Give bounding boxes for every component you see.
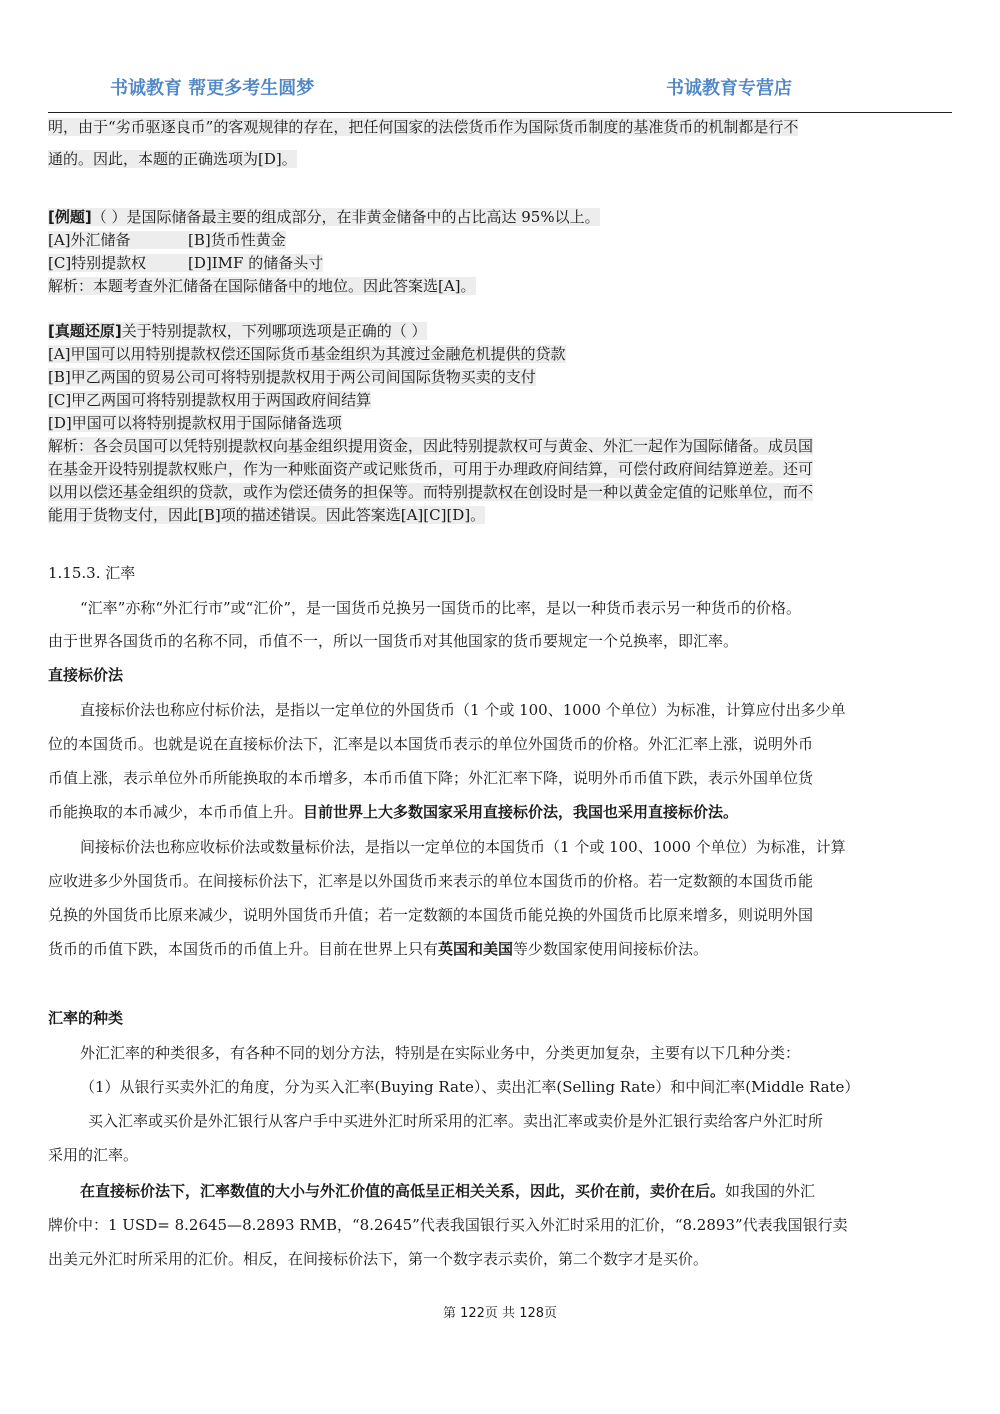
exam-analysis-line: 解析：各会员国可以凭特别提款权向基金组织提用资金，因此特别提款权可与黄金、外汇一起作为国际储备。成员国 (48, 437, 814, 455)
example-question: [例题]（ ）是国际储备最主要的组成部分，在非黄金储备中的占比高达 95%以上。 (48, 208, 600, 226)
emphasis-text: 英国和美国 (438, 940, 514, 958)
exam-analysis-line: 以用以偿还基金组织的贷款，或作为偿还债务的担保等。而特别提款权在创设时是一种以黄金定值的记账单位，而不 (48, 483, 814, 501)
paragraph-line: 牌价中：1 USD= 8.2645—8.2893 RMB，“8.2645”代表我国银行买入外汇时采用的汇价，“8.2893”代表我国银行卖 (48, 1216, 848, 1234)
paragraph-line: 兑换的外国货币比原来减少，说明外国货币升值；若一定数额的本国货币能兑换的外国货币比原来增多，则说明外国 (48, 906, 814, 924)
header-right-title: 书诚教育专营店 (666, 78, 792, 99)
paragraph-line: 直接标价法也称应付标价法，是指以一定单位的外国货币（1 个或 100、1000 个单位）为标准，计算应付出多少单 (80, 701, 846, 719)
paragraph-line: 明，由于“劣币驱逐良币”的客观规律的存在，把任何国家的法偿货币作为国际货币制度的基准货币的机制都是行不 (48, 118, 799, 136)
paragraph-line: 出美元外汇时所采用的汇价。相反，在间接标价法下，第一个数字表示卖价，第二个数字才是买价。 (48, 1250, 709, 1268)
header-left-title: 书诚教育 帮更多考生圆梦 (110, 78, 315, 99)
exam-analysis-line: 能用于货物支付，因此[B]项的描述错误。因此答案选[A][C][D]。 (48, 506, 486, 524)
example-options-row (48, 252, 323, 274)
paragraph-line: 买入汇率或买价是外汇银行从客户手中买进外汇时所采用的汇率。卖出汇率或卖价是外汇银行卖给客户外汇时所 (88, 1112, 824, 1130)
paragraph-line: 币值上涨，表示单位外币所能换取的本币增多，本币币值下降；外汇汇率下降，说明外币币值下跌，表示外国单位货 (48, 769, 814, 787)
subheading-types: 汇率的种类 (48, 1009, 124, 1027)
emphasis-text: 在直接标价法下，汇率数值的大小与外汇价值的高低呈正相关关系，因此，买价在前，卖价在后。 (80, 1182, 726, 1200)
example-options-row (48, 229, 286, 251)
exam-option-b: [B]甲乙两国的贸易公司可将特别提款权用于两公司间国际货物买卖的支付 (48, 368, 536, 386)
option-d: [D]IMF 的储备头寸 (188, 254, 324, 272)
paragraph-line: 由于世界各国货币的名称不同，币值不一，所以一国货币对其他国家的货币要规定一个兑换率，即汇率。 (48, 632, 739, 650)
emphasis-text: 目前世界上大多数国家采用直接标价法，我国也采用直接标价法。 (303, 803, 739, 821)
paragraph-line: 外汇汇率的种类很多，有各种不同的划分方法，特别是在实际业务中，分类更加复杂，主要有以下几种分类： (80, 1044, 801, 1062)
exam-option-c: [C]甲乙两国可将特别提款权用于两国政府间结算 (48, 391, 372, 409)
option-b: [B]货币性黄金 (188, 231, 286, 249)
exam-option-a: [A]甲国可以用特别提款权偿还国际货币基金组织为其渡过金融危机提供的贷款 (48, 345, 566, 363)
page-footer: 第 122页 共 128页 (442, 1306, 558, 1321)
paragraph-line: 在直接标价法下，汇率数值的大小与外汇价值的高低呈正相关关系，因此，买价在前，卖价在后。如我国的外汇 (80, 1182, 816, 1200)
option-a: [A]外汇储备 (48, 231, 131, 249)
paragraph-line: 间接标价法也称应收标价法或数量标价法，是指以一定单位的本国货币（1 个或 100、1000 个单位）为标准，计算 (80, 838, 846, 856)
list-item: （1）从银行买卖外汇的角度，分为买入汇率(Buying Rate）、卖出汇率(Selling Rate）和中间汇率(Middle Rate） (80, 1078, 860, 1096)
paragraph-line: 位的本国货币。也就是说在直接标价法下，汇率是以本国货币表示的单位外国货币的价格。外汇汇率上涨，说明外币 (48, 735, 814, 753)
exam-question: [真题还原]关于特别提款权，下列哪项选项是正确的（ ） (48, 322, 427, 340)
paragraph-line: 通的。因此，本题的正确选项为[D]。 (48, 150, 297, 168)
option-c: [C]特别提款权 (48, 254, 147, 272)
section-title: 1.15.3. 汇率 (48, 564, 136, 582)
example-analysis: 解析：本题考查外汇储备在国际储备中的地位。因此答案选[A]。 (48, 277, 476, 295)
paragraph-line: 币能换取的本币减少，本币币值上升。目前世界上大多数国家采用直接标价法，我国也采用直接标价法。 (48, 803, 739, 821)
header-divider (48, 112, 952, 113)
exam-tag: [真题还原] (48, 322, 122, 340)
subheading-direct: 直接标价法 (48, 666, 124, 684)
paragraph-line: 采用的汇率。 (48, 1146, 139, 1164)
exam-option-d: [D]甲国可以将特别提款权用于国际储备选项 (48, 414, 342, 432)
paragraph-line: 货币的币值下跌，本国货币的币值上升。目前在世界上只有英国和美国等少数国家使用间接标价法。 (48, 940, 709, 958)
paragraph-line: 应收进多少外国货币。在间接标价法下，汇率是以外国货币来表示的单位本国货币的价格。若一定数额的本国货币能 (48, 872, 814, 890)
example-tag: [例题] (48, 208, 92, 226)
paragraph-line: “汇率”亦称“外汇行市”或“汇价”，是一国货币兑换另一国货币的比率，是以一种货币表示另一种货币的价格。 (80, 599, 802, 617)
exam-analysis-line: 在基金开设特别提款权账户，作为一种账面资产或记账货币，可用于办理政府间结算，可偿付政府间结算逆差。还可 (48, 460, 814, 478)
